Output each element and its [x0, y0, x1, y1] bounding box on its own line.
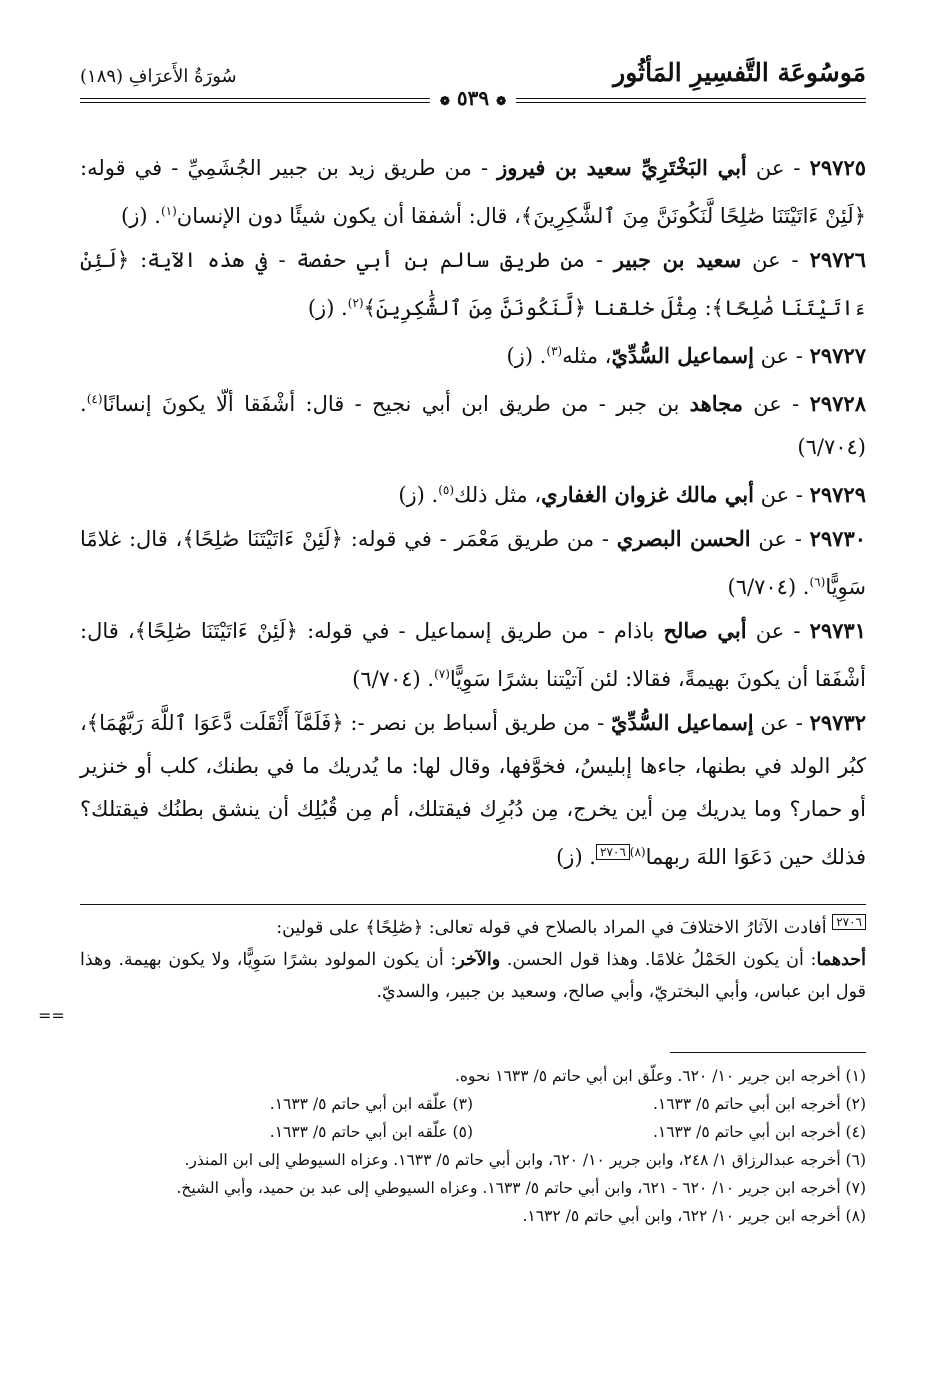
entry-number: ٢٩٧٣٢	[809, 710, 866, 735]
note-label: أحدهما	[816, 950, 866, 970]
commentary-ref[interactable]: ٢٧٠٦	[596, 844, 630, 860]
quran-quote: ﴿لَّنَكُونَنَّ مِنَ ٱلشَّٰكِرِينَ﴾	[363, 296, 587, 320]
footnote-row	[80, 1090, 866, 1118]
text: - عن	[750, 527, 802, 551]
footnote: (٨) أخرجه ابن جرير ١٠/ ٦٢٢، وابن أبي حاتم ٥/ ١٦٣٢.	[522, 1207, 866, 1225]
text: ، قال: أشفقا أن يكون شيئًا دون الإنسان	[176, 204, 521, 228]
quran-quote: ﴿لَئِنْ ءَاتَيْتَنَا صَٰلِحًا لَّنَكُونَنَّ مِنَ ٱلشَّٰكِرِينَ﴾	[520, 204, 866, 228]
text: ، مثل ذلك	[454, 483, 542, 507]
text: ، قال: أشْفَقا أن يكونَ بهيمةً، فقالا: لئن آتيْتنا بشرًا سَوِيًّا	[80, 619, 866, 691]
text: - عن	[753, 483, 803, 507]
narrator-name: أبي مالك غزوان الغفاري	[541, 482, 754, 507]
footnote-ref[interactable]: (٣)	[546, 344, 563, 358]
text: - عن	[746, 156, 801, 180]
note-label: والآخر	[456, 950, 501, 970]
athar-entry	[80, 469, 866, 517]
footnote-separator	[670, 1052, 866, 1053]
footnote-ref[interactable]: (٢)	[347, 296, 364, 310]
athar-entry	[80, 330, 866, 378]
entry-number: ٢٩٧٣٠	[809, 526, 867, 551]
text: ، مثله	[562, 344, 612, 368]
footnote: (٧) أخرجه ابن جرير ١٠/ ٦٢٠ - ٦٢١، وابن أبي حاتم ٥/ ١٦٣٣. وعزاه السيوطي إلى عبد بن حميد، وأبي الشيخ.	[176, 1179, 866, 1197]
athar-entry	[80, 609, 866, 701]
footnote: (٤) أخرجه ابن أبي حاتم ٥/ ١٦٣٣.	[652, 1123, 866, 1141]
text: - عن	[753, 711, 803, 735]
entry-number: ٢٩٧٣١	[809, 618, 866, 643]
page-number-wrap	[430, 86, 516, 110]
quran-quote: ﴿فَلَمَّآ أَثْقَلَت دَّعَوَا ٱللَّهَ رَبَّهُمَا﴾	[86, 711, 344, 735]
ornament-icon: ❁	[439, 94, 450, 108]
text: ، قال: غلامًا سَوِيًّا	[80, 527, 866, 599]
narrator-name: سعيد بن جبير	[613, 247, 742, 272]
note-intro	[80, 912, 866, 944]
footnote-row	[80, 1118, 866, 1146]
source-code: . (ز)	[307, 296, 348, 320]
athar-entry	[80, 238, 866, 330]
footnote-ref[interactable]: (٥)	[438, 483, 455, 497]
footnote-ref[interactable]: (١)	[160, 204, 177, 218]
text: ، كبُر الولد في بطنها، جاءها إبليسُ، فخوَّفها، وقال لها: ما يُدريك ما في بطنك، كلب أو خنزير أو حمار؟ وما يدريك مِن أين يخرج، مِن دُبُرِك فيقتلك، أم مِن قُبُلِك أن ينشق بطنُك فيقتلك؟ فذلك حين دَعَوَا اللهَ ربهما	[80, 711, 866, 869]
footnote: (٢) أخرجه ابن أبي حاتم ٥/ ١٦٣٣.	[652, 1095, 866, 1113]
athar-entry	[80, 517, 866, 609]
narrator-name: أبي صالح	[663, 618, 747, 643]
footnote: (٣) علّقه ابن أبي حاتم ٥/ ١٦٣٣.	[269, 1095, 473, 1113]
text: - عن	[753, 344, 803, 368]
book-title: مَوسُوعَة التَّفسِيرِ المَأثُور	[613, 58, 866, 87]
text: بن جبر - من طريق ابن أبي نجيح - قال: أشْفَقا ألّا يكونَ إنسانًا	[102, 392, 690, 416]
source-code: . (٦/٧٠٤)	[727, 575, 810, 599]
athar-entry	[80, 701, 866, 879]
quran-quote: ﴿لَئِنْ ءَاتَيْتَنَا صَٰلِحًا﴾	[80, 248, 866, 320]
entry-number: ٢٩٧٢٦	[809, 247, 866, 272]
footnote: (٦) أخرجه عبدالرزاق ١/ ٢٤٨، وابن جرير ١٠/ ٦٢٠، وابن أبي حاتم ٥/ ١٦٣٣. وعزاه السيوطي إلى ابن المنذر.	[184, 1151, 866, 1169]
footnote-ref[interactable]: (٤)	[86, 392, 103, 406]
note-separator	[80, 904, 866, 905]
continuation-mark: ==	[38, 1006, 65, 1025]
text: - عن	[741, 248, 799, 272]
main-text	[80, 146, 866, 879]
source-code: . (ز)	[556, 845, 596, 869]
text: - من طريق مَعْمَر - في قوله:	[342, 527, 617, 551]
footnotes	[80, 1062, 866, 1230]
athar-entry	[80, 146, 866, 238]
text: : مِثْلَ خلقنا	[586, 296, 712, 320]
entry-number: ٢٩٧٢٨	[809, 391, 866, 416]
text: - من طريق سالم بن أبي حفصة - في هذه الآية:	[129, 248, 614, 272]
footnote: (١) أخرجه ابن جرير ١٠/ ٦٢٠. وعلّق ابن أبي حاتم ٥/ ١٦٣٣ نحوه.	[454, 1067, 866, 1085]
ornament-icon: ❁	[496, 94, 507, 108]
source-code: . (ز)	[121, 204, 161, 228]
narrator-name: أبي البَخْتَرِيِّ سعيد بن فيروز	[497, 155, 747, 180]
text: - من طريق زيد بن جبير الجُشَمِيِّ - في قوله:	[80, 156, 498, 180]
note-line: أفادت الآثارُ الاختلافَ في المراد بالصلاح في قوله تعالى: ﴿صَٰلِحًا﴾ على قولين:	[276, 918, 827, 938]
note-ref-box: ٢٧٠٦	[832, 914, 866, 930]
narrator-name: إسماعيل السُّدِّيّ	[611, 710, 754, 735]
footnote: (٥) علّقه ابن أبي حاتم ٥/ ١٦٣٣.	[269, 1123, 473, 1141]
text: - عن	[746, 619, 801, 643]
note-text: : أن يكون الحَمْلُ غلامًا. وهذا قول الحسن.	[500, 950, 817, 970]
text: - عن	[742, 392, 800, 416]
page-header	[80, 58, 866, 128]
entry-number: ٢٩٧٢٥	[809, 155, 867, 180]
footnote-ref[interactable]: (٦)	[809, 575, 826, 589]
quran-quote: ﴿لَئِنْ ءَاتَيْتَنَا صَٰلِحًا﴾	[134, 619, 298, 643]
footnote-ref[interactable]: (٧)	[434, 667, 450, 681]
text: باذام - من طريق إسماعيل - في قوله:	[297, 619, 664, 643]
source-code: . (٦/٧٠٤)	[80, 392, 866, 459]
source-code: . (ز)	[506, 344, 547, 368]
narrator-name: إسماعيل السُّدِّيّ	[611, 343, 754, 368]
text: - من طريق أسباط بن نصر -:	[343, 711, 612, 735]
note-text: : أن يكون المولود بشرًا سَوِيًّا، ولا يكون بهيمة. وهذا قول ابن عباس، وأبي البختريّ، وأبي صالح، وسعيد بن جبير، والسديّ.	[80, 950, 866, 1002]
note-body	[80, 944, 866, 1008]
entry-number: ٢٩٧٢٩	[809, 482, 866, 507]
narrator-name: الحسن البصري	[616, 526, 751, 551]
surah-reference: سُورَةُ الأَعرَافِ (١٨٩)	[80, 66, 237, 87]
source-code: . (ز)	[398, 483, 439, 507]
quran-quote: ﴿لَئِنْ ءَاتَيْتَنَا صَٰلِحًا﴾	[182, 527, 343, 551]
page-number: ٥٣٩	[456, 86, 490, 110]
athar-entry	[80, 378, 866, 469]
source-code: . (٦/٧٠٤)	[352, 667, 435, 691]
entry-number: ٢٩٧٢٧	[809, 343, 866, 368]
narrator-name: مجاهد	[689, 391, 743, 416]
footnote-ref[interactable]: (٨)	[629, 845, 646, 859]
commentary-note	[80, 912, 866, 1008]
